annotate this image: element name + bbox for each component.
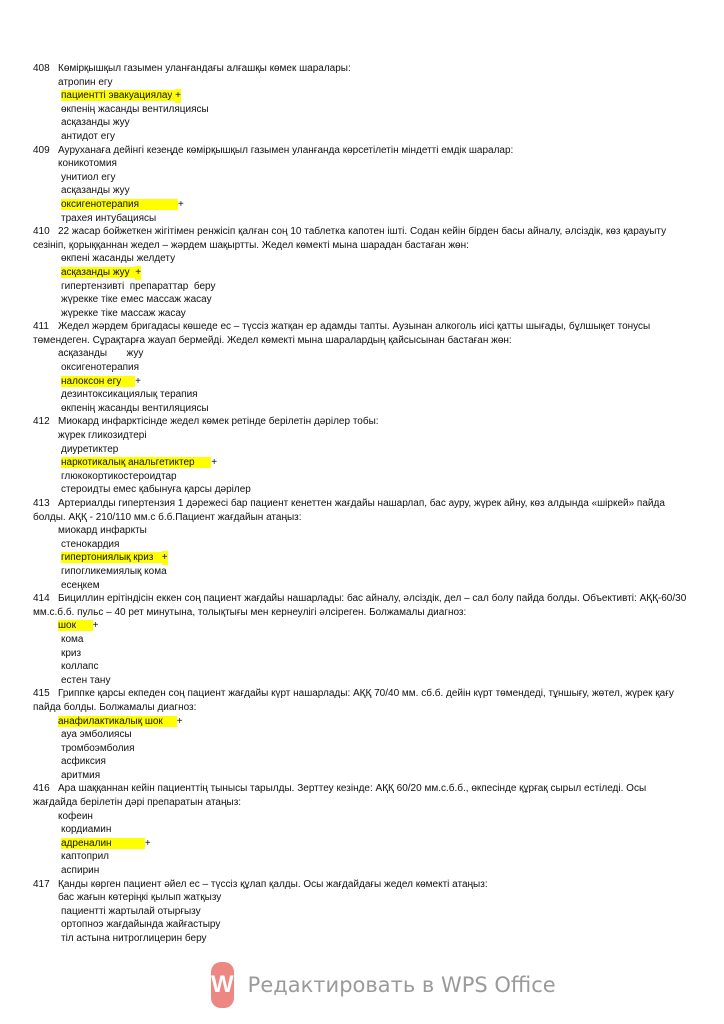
answer-option-text: есеңкем	[61, 579, 100, 591]
answer-option	[33, 171, 693, 185]
answer-option	[33, 361, 693, 375]
answer-option-text: гипертензивті препараттар беру	[61, 280, 216, 292]
answer-option-correct	[33, 89, 693, 103]
answer-option	[33, 850, 693, 864]
answer-option-text: анафилактикалық шок	[58, 715, 163, 727]
answer-option-text: атропин егу	[58, 76, 113, 88]
answer-option	[33, 483, 693, 497]
question-number: 412	[33, 416, 50, 428]
answer-gap	[121, 376, 135, 387]
answer-option-correct	[33, 266, 693, 280]
answer-option	[33, 443, 693, 457]
answer-option-text: өкпені жасанды желдету	[61, 253, 176, 265]
answer-option-text: асқазанды жуу	[61, 266, 130, 278]
answer-option	[33, 932, 693, 946]
answer-option	[33, 769, 693, 783]
question-stem: Қанды көрген пациент әйел ес – түссіз құлап қалды. Осы жағдайдағы жедел көмекті атаңыз:	[58, 878, 488, 890]
answer-option-correct	[33, 837, 693, 851]
question-number: 411	[33, 321, 49, 333]
question-stem: Көмірқышқыл газымен уланғандағы алғашқы көмек шаралары:	[58, 63, 351, 74]
answer-option-text: трахея интубациясы	[61, 212, 157, 224]
question-number: 417	[33, 878, 50, 890]
answer-option-text: жүрекке тіке массаж жасау	[61, 307, 186, 319]
question-number: 408	[33, 63, 50, 74]
question-413	[33, 497, 693, 592]
answer-option-text: аспирин	[61, 865, 100, 877]
correct-mark: +	[135, 266, 142, 278]
answer-option	[33, 728, 693, 742]
answer-option	[33, 524, 693, 538]
wps-logo-icon: W	[211, 962, 234, 1008]
correct-mark: +	[211, 457, 218, 469]
question-text	[33, 320, 693, 347]
correct-mark: +	[92, 620, 99, 632]
answer-option-text: стероидты емес қабынуға қарсы дәрілер	[61, 484, 251, 496]
question-text	[33, 144, 693, 158]
answer-option	[33, 565, 693, 579]
question-text	[33, 497, 693, 524]
answer-gap	[163, 716, 177, 727]
answer-option-text: асқазанды жуу	[61, 185, 130, 197]
question-text	[33, 878, 693, 892]
question-408	[33, 62, 693, 144]
answer-option	[33, 293, 693, 307]
answer-option-text: оксигенотерапия	[61, 362, 140, 374]
answer-option	[33, 742, 693, 756]
answer-option-text: миокард инфаркты	[58, 525, 147, 537]
answer-option-text: диуретиктер	[61, 443, 119, 455]
question-stem: Миокард инфарктісінде жедел көмек ретінде берілетін дәрілер тобы:	[58, 416, 379, 428]
question-stem: 22 жасар бойжеткен жігітімен ренжісіп қалған соң 10 таблетка капотен ішті. Содан кейін бірден басы айналу, әлсіздік, көз қарауыту сезініп, қорыққаннан жедел – жәрдем шақыртты. Жедел көмекті мына шарадан бастаған жөн:	[33, 226, 667, 251]
answer-option-correct	[33, 198, 693, 212]
answer-option-text: коникотомия	[58, 158, 117, 170]
answer-option	[33, 647, 693, 661]
correct-mark: +	[177, 198, 184, 210]
answer-option-correct	[33, 375, 693, 389]
answer-option-text: кома	[61, 633, 84, 645]
correct-mark: +	[135, 375, 142, 387]
answer-option-text: пациентті эвакуациялау	[61, 90, 173, 102]
correct-mark: +	[176, 715, 183, 727]
answer-option-text: гипогликемиялық кома	[61, 565, 167, 577]
answer-option-text: унитиол егу	[61, 171, 116, 183]
answer-option-text: кофеин	[58, 810, 93, 822]
question-stem: Бициллин ерітіндісін еккен соң пациент жағдайы нашарлады: бас айналу, әлсіздік, дел – сал болу пайда болды. Объективті: АҚҚ-60/30 мм.с.б.б. пульс – 40 рет минутына, толықтығы мен кернеулігі әлсіреген. Болжамалы диагноз:	[33, 593, 687, 618]
question-number: 415	[33, 688, 50, 700]
answer-option	[33, 116, 693, 130]
answer-option-text: адреналин	[61, 837, 112, 849]
answer-option-correct	[33, 551, 693, 565]
correct-mark: +	[144, 837, 151, 849]
question-text	[33, 225, 693, 252]
answer-option-text: ортопноэ жағдайында жайғастыру	[61, 919, 221, 931]
answer-option	[33, 388, 693, 402]
question-text	[33, 592, 693, 619]
answer-option-text: бас жағын көтеріңкі қылып жатқызу	[58, 892, 222, 904]
question-number: 410	[33, 226, 50, 238]
wps-edit-label[interactable]: Редактировать в WPS Office	[247, 973, 556, 997]
answer-option-text: жүрек гликозидтері	[58, 430, 147, 442]
answer-option	[33, 891, 693, 905]
answer-option-text: коллапс	[61, 661, 99, 673]
answer-option-text: налоксон егу	[61, 375, 122, 387]
answer-option	[33, 184, 693, 198]
answer-option	[33, 280, 693, 294]
answer-option	[33, 674, 693, 688]
answer-option	[33, 823, 693, 837]
answer-option-text: асфиксия	[61, 756, 106, 768]
answer-gap	[139, 199, 178, 210]
answer-option-text: аритмия	[61, 769, 101, 781]
question-stem: Жедел жәрдем бригадасы көшеде ес – түссіз жатқан ер адамды тапты. Аузынан алкоголь иісі қатты шығады, бұлшықет тонусы төмендеген. Сұрақтарға жауап бермейді. Жедел көмекті мына шаралардың қайсысынан бастаған жөн:	[33, 321, 651, 346]
answer-option-text: оксигенотерапия	[61, 198, 140, 210]
question-415	[33, 687, 693, 782]
answer-option-text: шок	[58, 620, 76, 632]
correct-mark: +	[175, 90, 181, 102]
question-410	[33, 225, 693, 320]
answer-option-correct	[33, 456, 693, 470]
answer-option-correct	[33, 619, 693, 633]
question-stem: Артериалды гипертензия 1 дәрежесі бар пациент кенеттен жағдайы нашарлап, бас ауру, жүрек айну, көз алдында «шіркей» пайда болды. АҚҚ - 210/110 мм.с б.б.Пациент жағдайын атаңыз:	[33, 498, 665, 523]
question-411	[33, 320, 693, 415]
answer-option	[33, 429, 693, 443]
question-stem: Гриппке қарсы екпеден соң пациент жағдайы күрт нашарлады: АҚҚ 70/40 мм. сб.б. дейін күрт төмендеді, тұншығу, жөтел, жүрек қағу пайда болды. Болжамалы диагноз:	[33, 688, 674, 713]
answer-gap	[195, 457, 212, 468]
answer-option	[33, 130, 693, 144]
question-412	[33, 415, 693, 497]
answer-option-correct	[33, 715, 693, 729]
answer-option	[33, 864, 693, 878]
answer-option	[33, 252, 693, 266]
answer-option	[33, 538, 693, 552]
answer-option-text: тромбоэмболия	[61, 742, 135, 754]
answer-option	[33, 755, 693, 769]
answer-option	[33, 103, 693, 117]
question-text	[33, 62, 693, 76]
question-417	[33, 878, 693, 946]
question-number: 413	[33, 498, 50, 509]
answer-gap	[76, 620, 93, 631]
answer-option	[33, 212, 693, 226]
answer-option	[33, 918, 693, 932]
answer-option-text: естен тану	[61, 674, 111, 686]
answer-gap	[112, 838, 145, 849]
answer-option-text: ауа эмболиясы	[61, 729, 132, 741]
answer-option	[33, 633, 693, 647]
answer-option	[33, 660, 693, 674]
answer-option	[33, 402, 693, 416]
question-number: 409	[33, 144, 50, 156]
answer-gap	[153, 552, 161, 563]
answer-option-text: өкпенің жасанды вентиляциясы	[61, 103, 209, 115]
question-409	[33, 144, 693, 226]
answer-option-text: тіл астына нитроглицерин беру	[61, 933, 207, 944]
answer-option-text: жүрекке тіке емес массаж жасау	[61, 294, 212, 306]
question-text	[33, 415, 693, 429]
answer-option	[33, 76, 693, 90]
answer-option	[33, 579, 693, 593]
answer-option-text: кордиамин	[61, 824, 112, 836]
answer-option	[33, 905, 693, 919]
answer-option-text: гипертониялық криз	[61, 552, 154, 564]
question-stem: Ара шаққаннан кейін пациенттің тынысы тарылды. Зерттеу кезінде: АҚҚ 60/20 мм.с.б.б., өкпесінде құрғақ сырыл естіледі. Осы жағдайда берілетін дәрі препаратын атаңыз:	[33, 783, 647, 809]
answer-option	[33, 810, 693, 824]
answer-option	[33, 470, 693, 484]
question-text	[33, 687, 693, 714]
answer-option-text: глюкокортикостероидтар	[61, 470, 177, 482]
answer-option-text: каптоприл	[61, 851, 109, 863]
answer-option	[33, 347, 693, 361]
answer-option-text: антидот егу	[61, 130, 115, 142]
question-number: 416	[33, 783, 50, 795]
document-body	[33, 62, 693, 946]
question-stem: Ауруханаға дейінгі кезеңде көмірқышқыл газымен уланғанда көрсетілетін міндетті емдік шаралар:	[58, 144, 514, 156]
question-number: 414	[33, 593, 50, 605]
answer-option-text: стенокардия	[61, 538, 120, 550]
question-text	[33, 782, 693, 809]
question-416	[33, 782, 693, 877]
answer-option-text: наркотикалық анальгетиктер	[61, 457, 195, 469]
answer-option	[33, 157, 693, 171]
answer-option-text: асқазанды жуу	[58, 348, 144, 360]
answer-option-text: криз	[61, 647, 82, 659]
answer-option	[33, 307, 693, 321]
answer-option-text: асқазанды жуу	[61, 117, 130, 129]
answer-option-text: дезинтоксикациялық терапия	[61, 389, 198, 401]
answer-option-text: өкпенің жасанды вентиляциясы	[61, 402, 209, 414]
answer-option-text: пациентті жартылай отырғызу	[61, 905, 201, 917]
correct-mark: +	[161, 552, 168, 564]
question-414	[33, 592, 693, 687]
wps-edit-banner[interactable]	[211, 962, 556, 1008]
